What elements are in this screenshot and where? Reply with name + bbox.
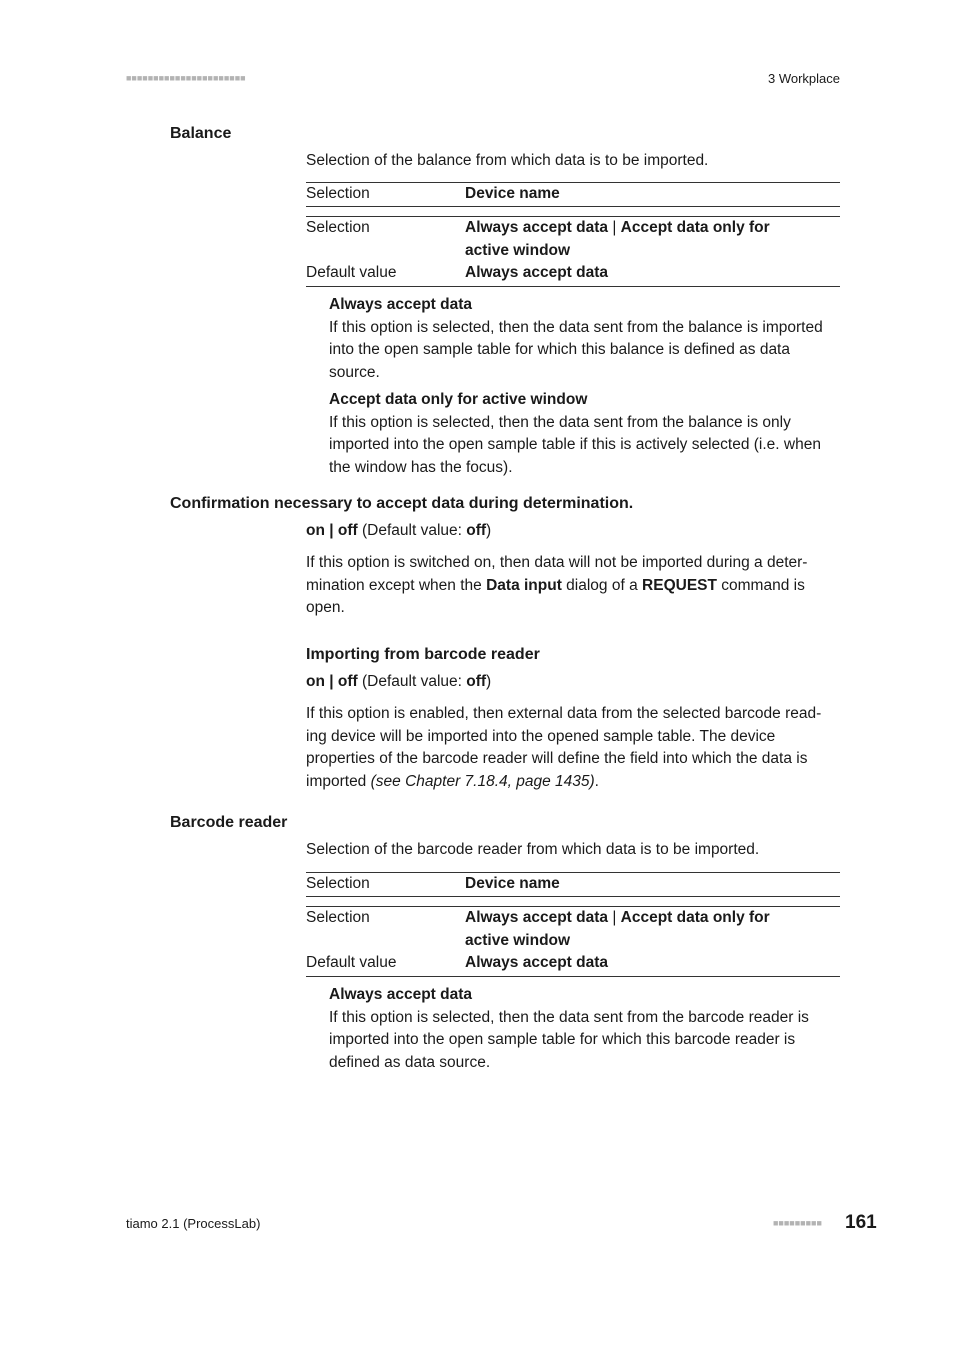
confirmation-heading: Confirmation necessary to accept data during determination. bbox=[170, 495, 634, 512]
barcode-device-table bbox=[306, 872, 840, 897]
table-value: Always accept data bbox=[465, 264, 609, 281]
barcode-reader-description: Selection of the barcode reader from which data is to be imported. bbox=[306, 841, 760, 858]
barcode-import-description bbox=[306, 703, 840, 793]
option-title: Always accept data bbox=[329, 986, 473, 1003]
text-line bbox=[306, 575, 840, 598]
barcode-options-table bbox=[306, 906, 840, 977]
page-number: 161 bbox=[845, 1212, 877, 1233]
table-value: Device name bbox=[465, 875, 560, 892]
option-text-line: defined as data source. bbox=[329, 1053, 491, 1071]
default-suffix: ) bbox=[486, 522, 492, 539]
option-active-window: Accept data only for bbox=[620, 219, 770, 236]
table-key: Selection bbox=[306, 875, 370, 892]
option-separator: | bbox=[608, 909, 621, 926]
balance-option-active bbox=[329, 389, 841, 479]
confirmation-description bbox=[306, 552, 840, 620]
table-value bbox=[465, 217, 840, 262]
table-rule bbox=[306, 896, 840, 897]
option-text-line: imported into the open sample table for which this barcode reader is bbox=[329, 1031, 796, 1048]
default-value: off bbox=[466, 522, 487, 539]
text-line: ing device will be imported into the opened sample table. The device bbox=[306, 727, 776, 745]
confirmation-values bbox=[306, 520, 840, 543]
text-line: properties of the barcode reader will define the field into which the data is bbox=[306, 750, 808, 767]
table-value: Device name bbox=[465, 185, 560, 202]
option-text-line: If this option is selected, then the data sent from the barcode reader is bbox=[329, 1008, 809, 1026]
barcode-import-heading: Importing from barcode reader bbox=[306, 646, 540, 663]
option-title: Accept data only for active window bbox=[329, 391, 588, 408]
option-text-line: If this option is selected, then the data sent from the balance is only bbox=[329, 413, 791, 431]
balance-device-table bbox=[306, 182, 840, 207]
text-span: mination except when the bbox=[306, 576, 487, 594]
option-separator: | bbox=[608, 219, 621, 236]
barcode-option-always bbox=[329, 984, 841, 1074]
header-decoration: ■■■■■■■■■■■■■■■■■■■■■■ bbox=[126, 73, 246, 83]
balance-heading: Balance bbox=[170, 125, 232, 142]
table-rule bbox=[306, 206, 840, 207]
balance-option-always bbox=[329, 294, 841, 384]
default-suffix: ) bbox=[486, 673, 492, 690]
default-prefix: (Default value: bbox=[357, 522, 467, 539]
footer-decoration: ■■■■■■■■■ bbox=[773, 1218, 822, 1228]
balance-options-table bbox=[306, 216, 840, 287]
text-line: If this option is switched on, then data will not be imported during a deter- bbox=[306, 554, 808, 571]
table-value bbox=[465, 907, 840, 952]
data-input-term: Data input bbox=[486, 576, 562, 594]
table-key: Default value bbox=[306, 264, 397, 281]
table-key: Selection bbox=[306, 185, 370, 202]
table-rule bbox=[306, 286, 840, 287]
option-title: Always accept data bbox=[329, 296, 473, 313]
chapter-label: 3 Workplace bbox=[767, 71, 840, 86]
table-key: Selection bbox=[306, 909, 370, 926]
option-text-line: If this option is selected, then the data sent from the balance is imported bbox=[329, 318, 823, 336]
barcode-import-values bbox=[306, 671, 840, 694]
table-key: Selection bbox=[306, 219, 370, 236]
text-span: . bbox=[594, 772, 599, 790]
text-span: command is bbox=[716, 576, 805, 594]
barcode-reader-heading: Barcode reader bbox=[170, 814, 288, 831]
option-active-window: Accept data only for bbox=[620, 909, 770, 926]
option-text-line: source. bbox=[329, 363, 380, 381]
option-active-window-cont: active window bbox=[465, 931, 571, 949]
table-rule bbox=[306, 976, 840, 977]
text-line: open. bbox=[306, 599, 345, 616]
option-always: Always accept data bbox=[465, 219, 609, 236]
table-value: Always accept data bbox=[465, 954, 609, 971]
default-prefix: (Default value: bbox=[357, 673, 467, 690]
text-line: If this option is enabled, then external data from the selected barcode read- bbox=[306, 705, 822, 722]
chapter-reference-link[interactable]: (see Chapter 7.18.4, page 1435) bbox=[370, 772, 595, 790]
option-always: Always accept data bbox=[465, 909, 609, 926]
balance-description: Selection of the balance from which data is to be imported. bbox=[306, 152, 709, 169]
option-text-line: into the open sample table for which this balance is defined as data bbox=[329, 341, 790, 358]
text-span: dialog of a bbox=[561, 576, 643, 594]
default-value: off bbox=[466, 673, 487, 690]
text-span: imported bbox=[306, 772, 371, 790]
footer-product: tiamo 2.1 (ProcessLab) bbox=[126, 1216, 261, 1231]
option-text-line: the window has the focus). bbox=[329, 458, 513, 476]
option-text-line: imported into the open sample table if this is actively selected (i.e. when bbox=[329, 436, 821, 453]
request-term: REQUEST bbox=[642, 576, 717, 594]
onoff-values: on | off bbox=[306, 673, 358, 690]
text-line bbox=[306, 771, 840, 794]
onoff-values: on | off bbox=[306, 522, 358, 539]
table-key: Default value bbox=[306, 954, 397, 971]
option-active-window-cont: active window bbox=[465, 241, 571, 259]
